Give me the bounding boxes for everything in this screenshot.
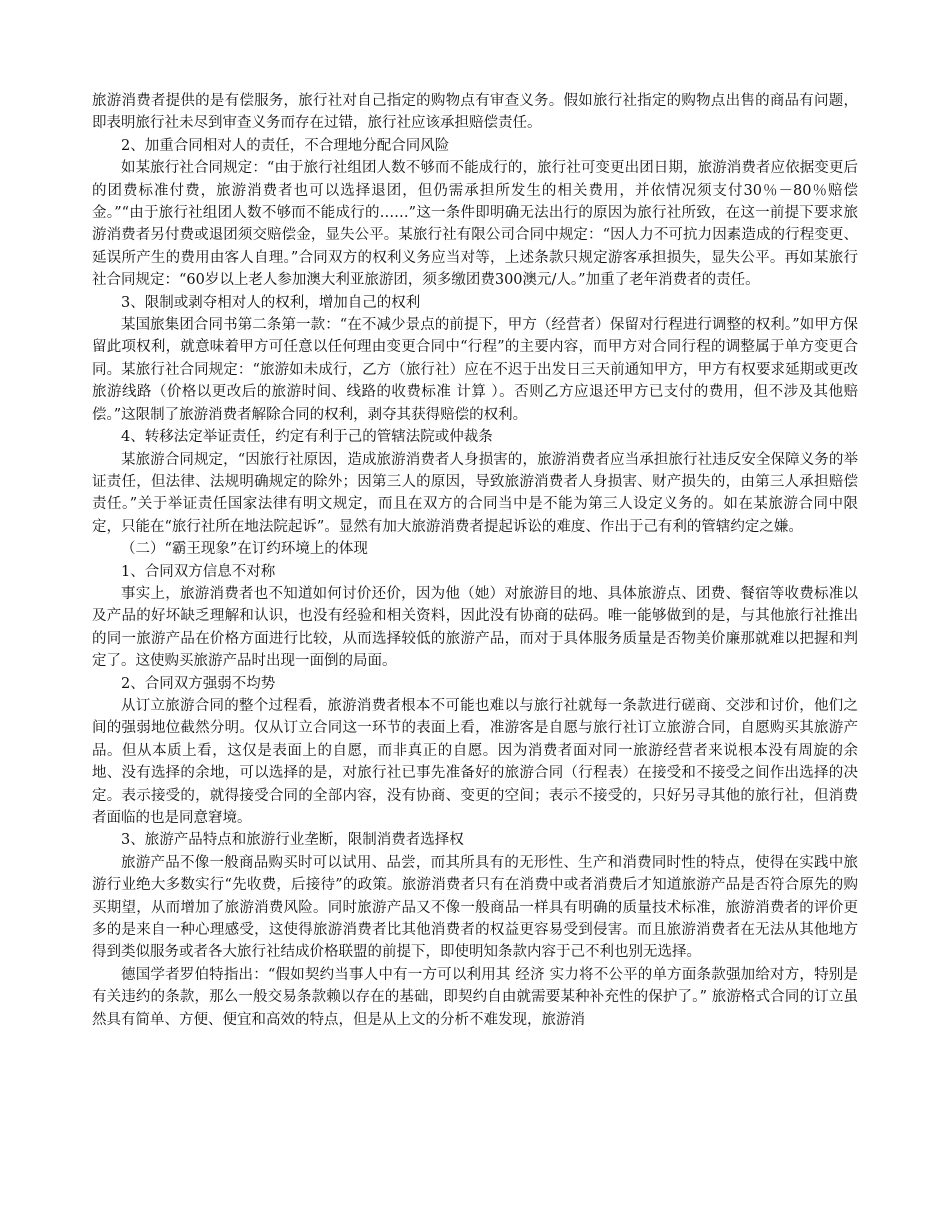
paragraph: 旅游消费者提供的是有偿服务，旅行社对自己指定的购物点有审查义务。假如旅行社指定的购物点出售的商品有问题，即表明旅行社未尽到审查义务而存在过错，旅行社应该承担赔偿责任。 <box>92 93 858 132</box>
section-heading: 2、加重合同相对人的责任，不合理地分配合同风险 <box>121 137 450 154</box>
section-heading: 3、旅游产品特点和旅游行业垄断，限制消费者选择权 <box>121 832 464 849</box>
paragraph: 某旅游合同规定，“因旅行社原因，造成旅游消费者人身损害的，旅游消费者应当承担旅行社违反安全保障义务的举证责任，但法律、法规明确规定的除外；因第三人的原因，导致旅游消费者人身损害、财产损失的，由第三人承担赔偿责任。”关于举证责任国家法律有明文规定，而且在双方的合同当中是不能为第三人设定义务的。如在某旅游合同中限定，只能在“旅行社所在地法院起诉”。显然有加大旅游消费者提起诉讼的难度、作出于己有利的管辖约定之嫌。 <box>92 451 858 535</box>
section-heading: 2、合同双方强弱不均势 <box>121 675 276 692</box>
section-heading: （二）“霸王现象”在订约环境上的体现 <box>121 541 368 558</box>
paragraph: 旅游产品不像一般商品购买时可以试用、品尝，而其所具有的无形性、生产和消费同时性的特点，使得在实践中旅游行业绝大多数实行“先收费，后接待”的政策。旅游消费者只有在消费中或者消费后才知道旅游产品是否符合原先的购买期望，从而增加了旅游消费风险。同时旅游产品又不像一般商品一样具有明确的质量技术标准，旅游消费者的评价更多的是来自一种心理感受，这使得旅游消费者比其他消费者的权益更容易受到侵害。而且旅游消费者在无法从其他地方得到类似服务或者各大旅行社结成价格联盟的前提下，即使明知条款内容于己不利也别无选择。 <box>92 854 858 961</box>
paragraph: 从订立旅游合同的整个过程看，旅游消费者根本不可能也难以与旅行社就每一条款进行磋商、交涉和讨价，他们之间的强弱地位截然分明。仅从订立合同这一环节的表面上看，准游客是自愿与旅行社订立旅游合同，自愿购买其旅游产品。但从本质上看，这仅是表面上的自愿，而非真正的自愿。因为消费者面对同一旅游经营者来说根本没有周旋的余地、没有选择的余地，可以选择的是，对旅行社已事先准备好的旅游合同（行程表）在接受和不接受之间作出选择的决定。表示接受的，就得接受合同的全部内容，没有协商、变更的空间；表示不接受的，只好另寻其他的旅行社，但消费者面临的也是同意窘境。 <box>92 697 858 826</box>
section-heading: 1、合同双方信息不对称 <box>121 563 276 580</box>
section-heading: 3、限制或剥夺相对人的权利，增加自己的权利 <box>121 294 421 311</box>
paragraph: 德国学者罗伯特指出：“假如契约当事人中有一方可以利用其 经济 实力将不公平的单方面条款强加给对方，特别是有关违约的条款，那么一般交易条款赖以存在的基础，即契约自由就需要某种补充性的保护了。” 旅游格式合同的订立虽然具有简单、方便、便宜和高效的特点，但是从上文的分析不难发现，旅游消 <box>92 966 858 1028</box>
paragraph: 某国旅集团合同书第二条第一款：“在不减少景点的前提下，甲方（经营者）保留对行程进行调整的权利。”如甲方保留此项权利，就意味着甲方可任意以任何理由变更合同中“行程”的主要内容，而甲方对合同行程的调整属于单方变更合同。某旅行社合同规定：“旅游如未成行，乙方（旅行社）应在不迟于出发日三天前通知甲方，甲方有权要求延期或更改旅游线路（价格以更改后的旅游时间、线路的收费标准 计算 ）。否则乙方应退还甲方已支付的费用，但不涉及其他赔偿。”这限制了旅游消费者解除合同的权利，剥夺其获得赔偿的权利。 <box>92 317 858 423</box>
paragraph: 如某旅行社合同规定：“由于旅行社组团人数不够而不能成行的，旅行社可变更出团日期，旅游消费者应依据变更后的团费标准付费，旅游消费者也可以选择退团，但仍需承担所发生的相关费用，并依情况须支付30％－80％赔偿金。”“由于旅行社组团人数不够而不能成行的……”这一条件即明确无法出行的原因为旅行社所致，在这一前提下要求旅游消费者另付费或退团须交赔偿金，显失公平。某旅行社有限公司合同中规定：“因人力不可抗力因素造成的行程变更、延误所产生的费用由客人自理。”合同双方的权利义务应当对等，上述条款只规定游客承担损失，显失公平。再如某旅行社合同规定：“60岁以上老人参加澳大利亚旅游团，须多缴团费300澳元/人。”加重了老年消费者的责任。 <box>92 160 858 289</box>
section-heading: 4、转移法定举证责任，约定有利于己的管辖法院或仲裁条 <box>121 429 493 446</box>
paragraph: 事实上，旅游消费者也不知道如何讨价还价，因为他（她）对旅游目的地、具体旅游点、团费、餐宿等收费标准以及产品的好坏缺乏理解和认识，也没有经验和相关资料，因此没有协商的砝码。唯一能够做到的是，与其他旅行社推出的同一旅游产品在价格方面进行比较，从而选择较低的旅游产品，而对于具体服务质量是否物美价廉那就难以把握和判定了。这使购买旅游产品时出现一面倒的局面。 <box>92 585 858 670</box>
